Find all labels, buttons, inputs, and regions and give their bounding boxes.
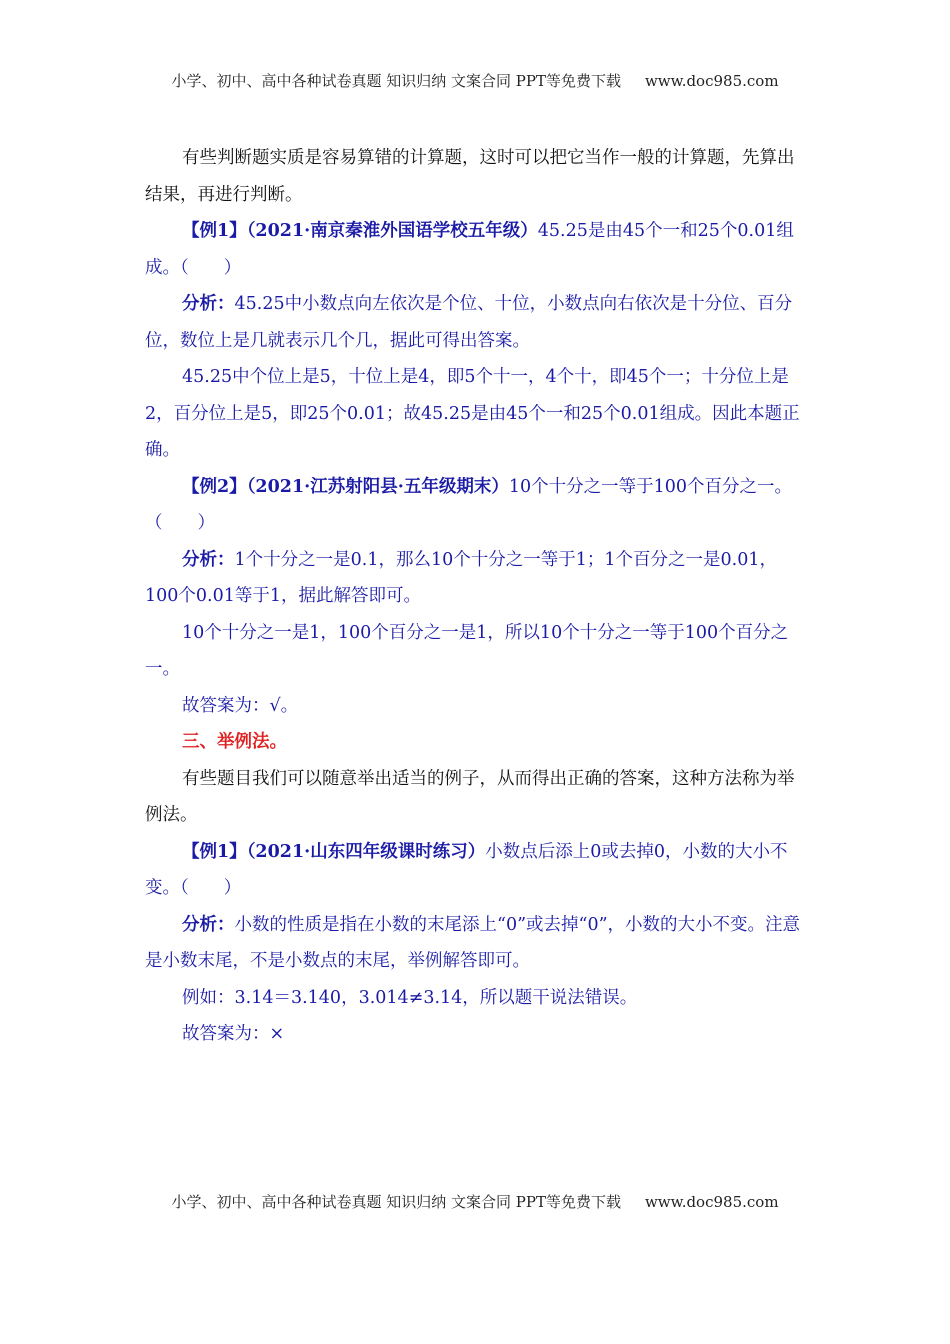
example-source: （2021·江苏射阳县·五年级期末） [246, 476, 509, 497]
example-2-answer: 故答案为：√。 [182, 695, 299, 716]
section-3-example-answer: 故答案为：× [182, 1024, 285, 1044]
page-footer [0, 1191, 950, 1212]
example-source: （2021·山东四年级课时练习） [246, 841, 486, 862]
footer-url: www.doc985.com [644, 1193, 779, 1211]
example-2-question [145, 469, 805, 542]
example-label: 【例1】 [182, 221, 247, 241]
example-1-analysis [145, 286, 805, 359]
example-1-question [145, 213, 805, 286]
analysis-label: 分析： [182, 294, 235, 314]
page-header [0, 70, 950, 91]
footer-text: 小学、初中、高中各种试卷真题 知识归纳 文案合同 PPT等免费下载 [171, 1193, 621, 1211]
example-question-text: 小数点后添上0或去掉0，小数的大小不变。（ ） [145, 841, 788, 898]
example-2-analysis [145, 542, 805, 615]
section-3-title: 三、举例法。 [182, 732, 287, 752]
section-3-example-question [145, 834, 805, 907]
section-3-example-analysis [145, 907, 805, 980]
analysis-text: 45.25中小数点向左依次是个位、十位，小数点向右依次是十分位、百分位，数位上是几就表示几个几，据此可得出答案。 [145, 294, 793, 351]
example-label: 【例1】 [182, 841, 247, 862]
analysis-label: 分析： [182, 914, 235, 935]
analysis-label: 分析： [182, 549, 235, 570]
document-body [145, 140, 805, 1053]
analysis-text: 1个十分之一是0.1，那么10个十分之一等于1；1个百分之一是0.01，100个0.01等于1，据此解答即可。 [145, 549, 777, 606]
header-url: www.doc985.com [644, 72, 779, 90]
example-1-solution: 45.25中个位上是5，十位上是4，即5个十一，4个十，即45个一；十分位上是2，百分位上是5，即25个0.01；故45.25是由45个一和25个0.01组成。因此本题正确。 [145, 367, 800, 460]
example-2-solution: 10个十分之一是1，100个百分之一是1，所以10个十分之一等于100个百分之一。 [145, 622, 789, 679]
example-question-text: 10个十分之一等于100个百分之一。（ ） [145, 476, 792, 533]
analysis-text: 小数的性质是指在小数的末尾添上“0”或去掉“0”，小数的大小不变。注意是小数末尾，不是小数点的末尾，举例解答即可。 [145, 914, 801, 971]
intro-paragraph: 有些判断题实质是容易算错的计算题，这时可以把它当作一般的计算题，先算出结果，再进行判断。 [145, 148, 795, 205]
header-text: 小学、初中、高中各种试卷真题 知识归纳 文案合同 PPT等免费下载 [171, 72, 621, 90]
example-question-text: 45.25是由45个一和25个0.01组成。（ ） [145, 221, 794, 278]
section-3-intro: 有些题目我们可以随意举出适当的例子，从而得出正确的答案，这种方法称为举例法。 [145, 768, 795, 825]
example-label: 【例2】 [182, 476, 247, 497]
section-3-example-solution: 例如：3.14＝3.140，3.014≠3.14，所以题干说法错误。 [182, 987, 638, 1008]
example-source: （2021·南京秦淮外国语学校五年级） [246, 221, 538, 241]
